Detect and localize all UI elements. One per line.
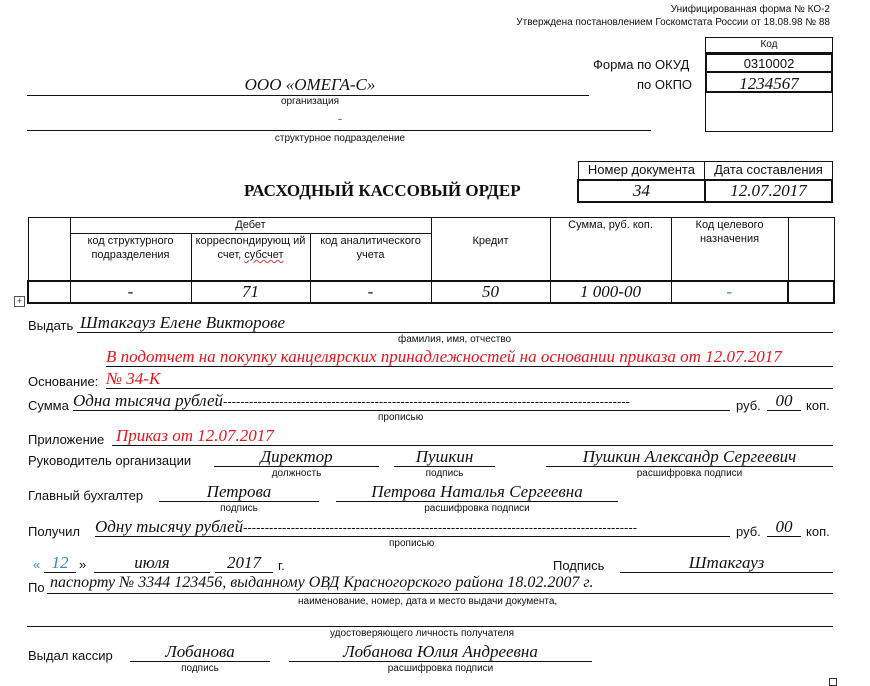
received-rub: руб.	[736, 524, 761, 539]
purpose-header: Код целевого назначения	[671, 218, 788, 281]
payee-label: Выдать	[28, 318, 74, 333]
passport-caption-2: удостоверяющего личность получателя	[330, 628, 515, 639]
attachment-label: Приложение	[28, 432, 105, 447]
accountant-signature-caption: подпись	[220, 503, 258, 514]
debit-header: Дебет	[70, 218, 431, 234]
approval-note: Утверждена постановлением Госкомстата России от 18.08.98 № 88	[516, 17, 830, 28]
purpose-value: -	[671, 281, 788, 303]
received-label: Получил	[28, 524, 80, 539]
director-full-name-caption: расшифровка подписи	[636, 468, 743, 479]
received-value: Одну тысячу рублей	[95, 517, 244, 536]
accounting-table	[27, 217, 835, 304]
passport-label: По	[28, 580, 45, 595]
director-label: Руководитель организации	[28, 453, 192, 468]
passport-caption: наименование, номер, дата и место выдачи документа,	[298, 596, 558, 607]
sum-header: Сумма, руб. коп.	[550, 218, 671, 281]
okpo-value: 1234567	[739, 74, 799, 93]
cashier-label: Выдал кассир	[28, 648, 113, 663]
doc-number-label: Номер документа	[578, 162, 705, 180]
basis-label: Основание:	[28, 374, 99, 389]
doc-date: 12.07.2017	[705, 180, 832, 202]
analytic-code-header: код аналитического учета	[310, 234, 431, 281]
date-year: 2017	[227, 553, 261, 572]
doc-title: РАСХОДНЫЙ КАССОВЫЙ ОРДЕР	[244, 181, 521, 200]
amount-dashes: ----------------------------------------------------------------------------------------------	[223, 394, 630, 409]
payee-value: Штакгауз Елене Викторове	[80, 313, 286, 332]
doc-number: 34	[578, 180, 705, 202]
codes-title: Код	[760, 39, 778, 50]
okud-value: 0310002	[743, 56, 795, 71]
unified-form-label: Унифицированная форма № КО-2	[670, 4, 830, 15]
org-name: ООО «ОМЕГА-С»	[244, 75, 376, 94]
analytic-code-value: -	[310, 281, 431, 303]
credit-value: 50	[431, 281, 550, 303]
date-month: июля	[134, 553, 170, 572]
credit-header: Кредит	[431, 234, 550, 281]
accountant-signature: Петрова	[206, 482, 272, 501]
director-signature-caption: подпись	[425, 468, 464, 479]
passport-value: паспорту № 3344 123456, выданному ОВД Красногорского района 18.02.2007 г.	[50, 574, 594, 591]
basis-line1: В подотчет на покупку канцелярских принадлежностей на основании приказа от 12.07.2017	[106, 347, 782, 366]
cashier-full-name: Лобанова Юлия Андреевна	[343, 642, 538, 661]
received-caption: прописью	[389, 538, 435, 549]
attachment-value: Приказ от 12.07.2017	[116, 426, 274, 445]
amount-label: Сумма	[28, 398, 69, 413]
sum-value: 1 000-00	[550, 281, 671, 303]
struct-code-value: -	[70, 281, 191, 303]
expand-handle-icon[interactable]: +	[14, 296, 25, 307]
doc-date-label: Дата составления	[705, 162, 832, 180]
receiver-signature: Штакгауз	[688, 553, 765, 572]
amount-caption: прописью	[378, 412, 424, 423]
payee-caption: фамилия, имя, отчество	[398, 334, 512, 345]
amount-kop: коп.	[806, 398, 830, 413]
org-caption: организация	[280, 96, 340, 107]
corr-account-value: 71	[191, 281, 310, 303]
accountant-label: Главный бухгалтер	[28, 488, 144, 503]
received-field	[95, 517, 730, 537]
amount-rub: руб.	[736, 398, 761, 413]
basis-line2: № 34-К	[106, 369, 161, 388]
cashier-signature: Лобанова	[165, 642, 235, 661]
struct-code-header: код структурного подразделения	[70, 234, 191, 281]
received-kop: коп.	[806, 524, 830, 539]
amount-field	[73, 391, 730, 411]
received-dashes: -------------------------------------------------------------------------------------------	[243, 520, 638, 535]
date-quote-open: «	[33, 557, 41, 572]
director-signature: Пушкин	[415, 447, 474, 466]
doc-number-table	[577, 161, 833, 203]
received-kop-value: 00	[775, 517, 793, 536]
cashier-full-name-caption: расшифровка подписи	[387, 663, 494, 674]
okpo-label: по ОКПО	[637, 77, 693, 92]
date-year-suffix: г.	[278, 558, 285, 573]
okud-label: Форма по ОКУД	[593, 57, 690, 72]
amount-kop-value: 00	[775, 391, 793, 410]
director-full-name: Пушкин Александр Сергеевич	[582, 447, 797, 466]
date-day: 12	[51, 553, 69, 572]
corr-account-header: корреспондирующ ий счет, субсчет	[191, 234, 310, 281]
date-quote-close: »	[79, 557, 87, 572]
subdivision-value: -	[337, 110, 343, 126]
accountant-full-name-caption: расшифровка подписи	[424, 503, 530, 514]
sign-label: Подпись	[553, 558, 605, 573]
amount-value: Одна тысяча рублей	[73, 391, 223, 410]
subdivision-caption: структурное подразделение	[274, 133, 406, 144]
director-position: Директор	[260, 447, 333, 466]
cashier-signature-caption: подпись	[181, 663, 219, 674]
accountant-full-name: Петрова Наталья Сергеевна	[371, 482, 583, 501]
director-position-caption: должность	[271, 468, 322, 479]
resize-handle[interactable]	[829, 678, 837, 686]
